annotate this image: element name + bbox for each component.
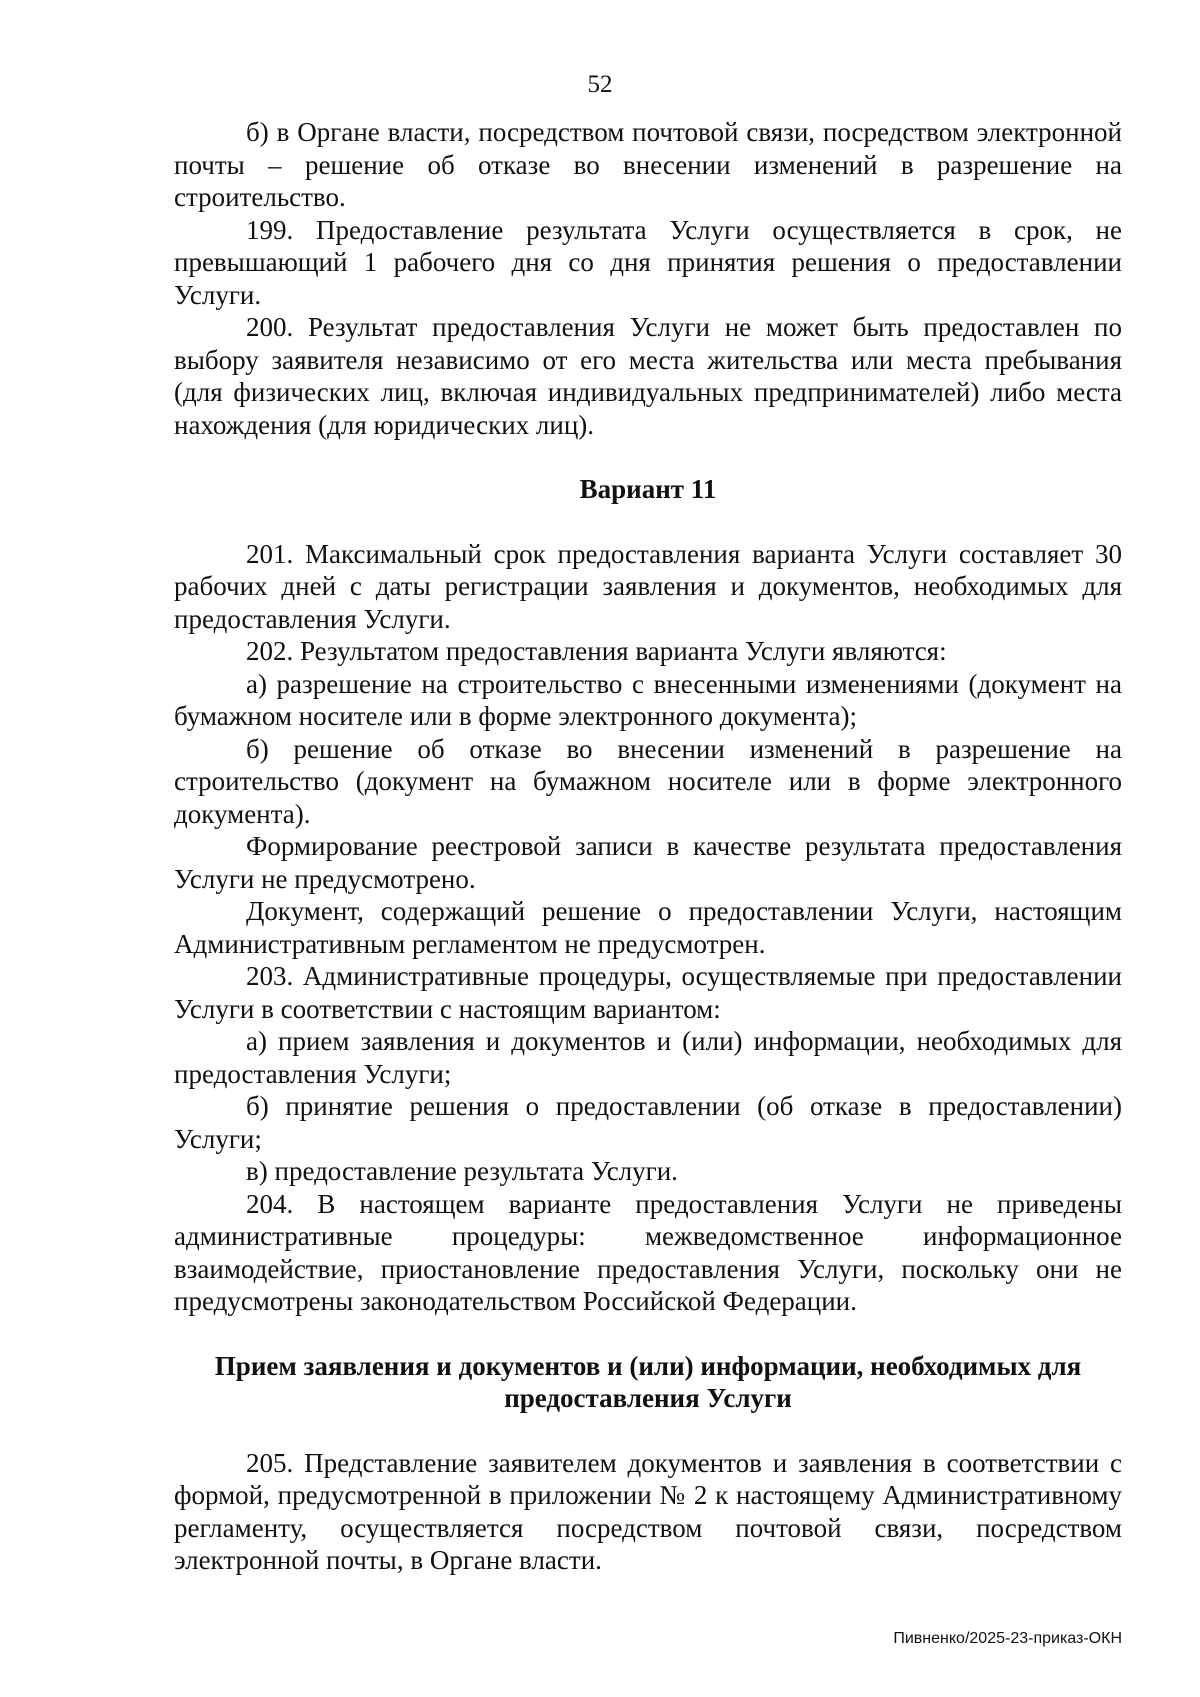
paragraph: 204. В настоящем варианте предоставления Услуги не приведены административные процедуры: межведомственное информационное взаимодействие, приостановление предоставления Услуги, поскольку они не предусмотрены законодательством Российской Федерации. [174,1188,1122,1316]
paragraph: б) в Органе власти, посредством почтовой связи, посредством электронной почты – решение об отказе во внесении изменений в разрешение на строительство. [174,117,1122,212]
paragraph: 203. Административные процедуры, осуществляемые при предоставлении Услуги в соответствии с настоящим вариантом: [174,961,1122,1024]
paragraph: 199. Предоставление результата Услуги осуществляется в срок, не превышающий 1 рабочего дня со дня принятия решения о предоставлении Услуги. [174,214,1122,310]
paragraph: 201. Максимальный срок предоставления варианта Услуги составляет 30 рабочих дней с даты регистрации заявления и документов, необходимых для предоставления Услуги. [174,538,1122,634]
heading-section: Прием заявления и документов и (или) информации, необходимых для предоставления Услуги [214,1350,1082,1413]
paragraph: 205. Представление заявителем документов и заявления в соответствии с формой, предусмотренной в приложении № 2 к настоящему Административному регламенту, осуществляется посредством почтовой связи, посредством электронной почты, в Органе власти. [174,1447,1122,1575]
paragraph: в) предоставление результата Услуги. [246,1156,678,1186]
page-number: 52 [587,71,613,98]
paragraph: Формирование реестровой записи в качестве результата предоставления Услуги не предусмотрено. [174,831,1122,894]
footer-document-code: Пивненко/2025-23-приказ-ОКН [893,1630,1122,1647]
paragraph: б) принятие решения о предоставлении (об отказе в предоставлении) Услуги; [174,1091,1122,1154]
document-body [174,116,1122,1577]
paragraph: 202. Результатом предоставления варианта Услуги являются: [246,636,947,666]
paragraph: б) решение об отказе во внесении изменений в разрешение на строительство (документ на бумажном носителе или в форме электронного документа). [174,733,1122,829]
paragraph: а) прием заявления и документов и (или) информации, необходимых для предоставления Услуги; [174,1026,1122,1089]
paragraph: Документ, содержащий решение о предоставлении Услуги, настоящим Административным регламентом не предусмотрен. [174,896,1122,959]
paragraph: 200. Результат предоставления Услуги не может быть предоставлен по выбору заявителя независимо от его места жительства или места пребывания (для физических лиц, включая индивидуальных предпринимателей) либо места нахождения (для юридических лиц). [174,312,1122,440]
heading-variant: Вариант 11 [579,474,717,504]
paragraph: а) разрешение на строительство с внесенными изменениями (документ на бумажном носителе или в форме электронного документа); [174,668,1122,731]
